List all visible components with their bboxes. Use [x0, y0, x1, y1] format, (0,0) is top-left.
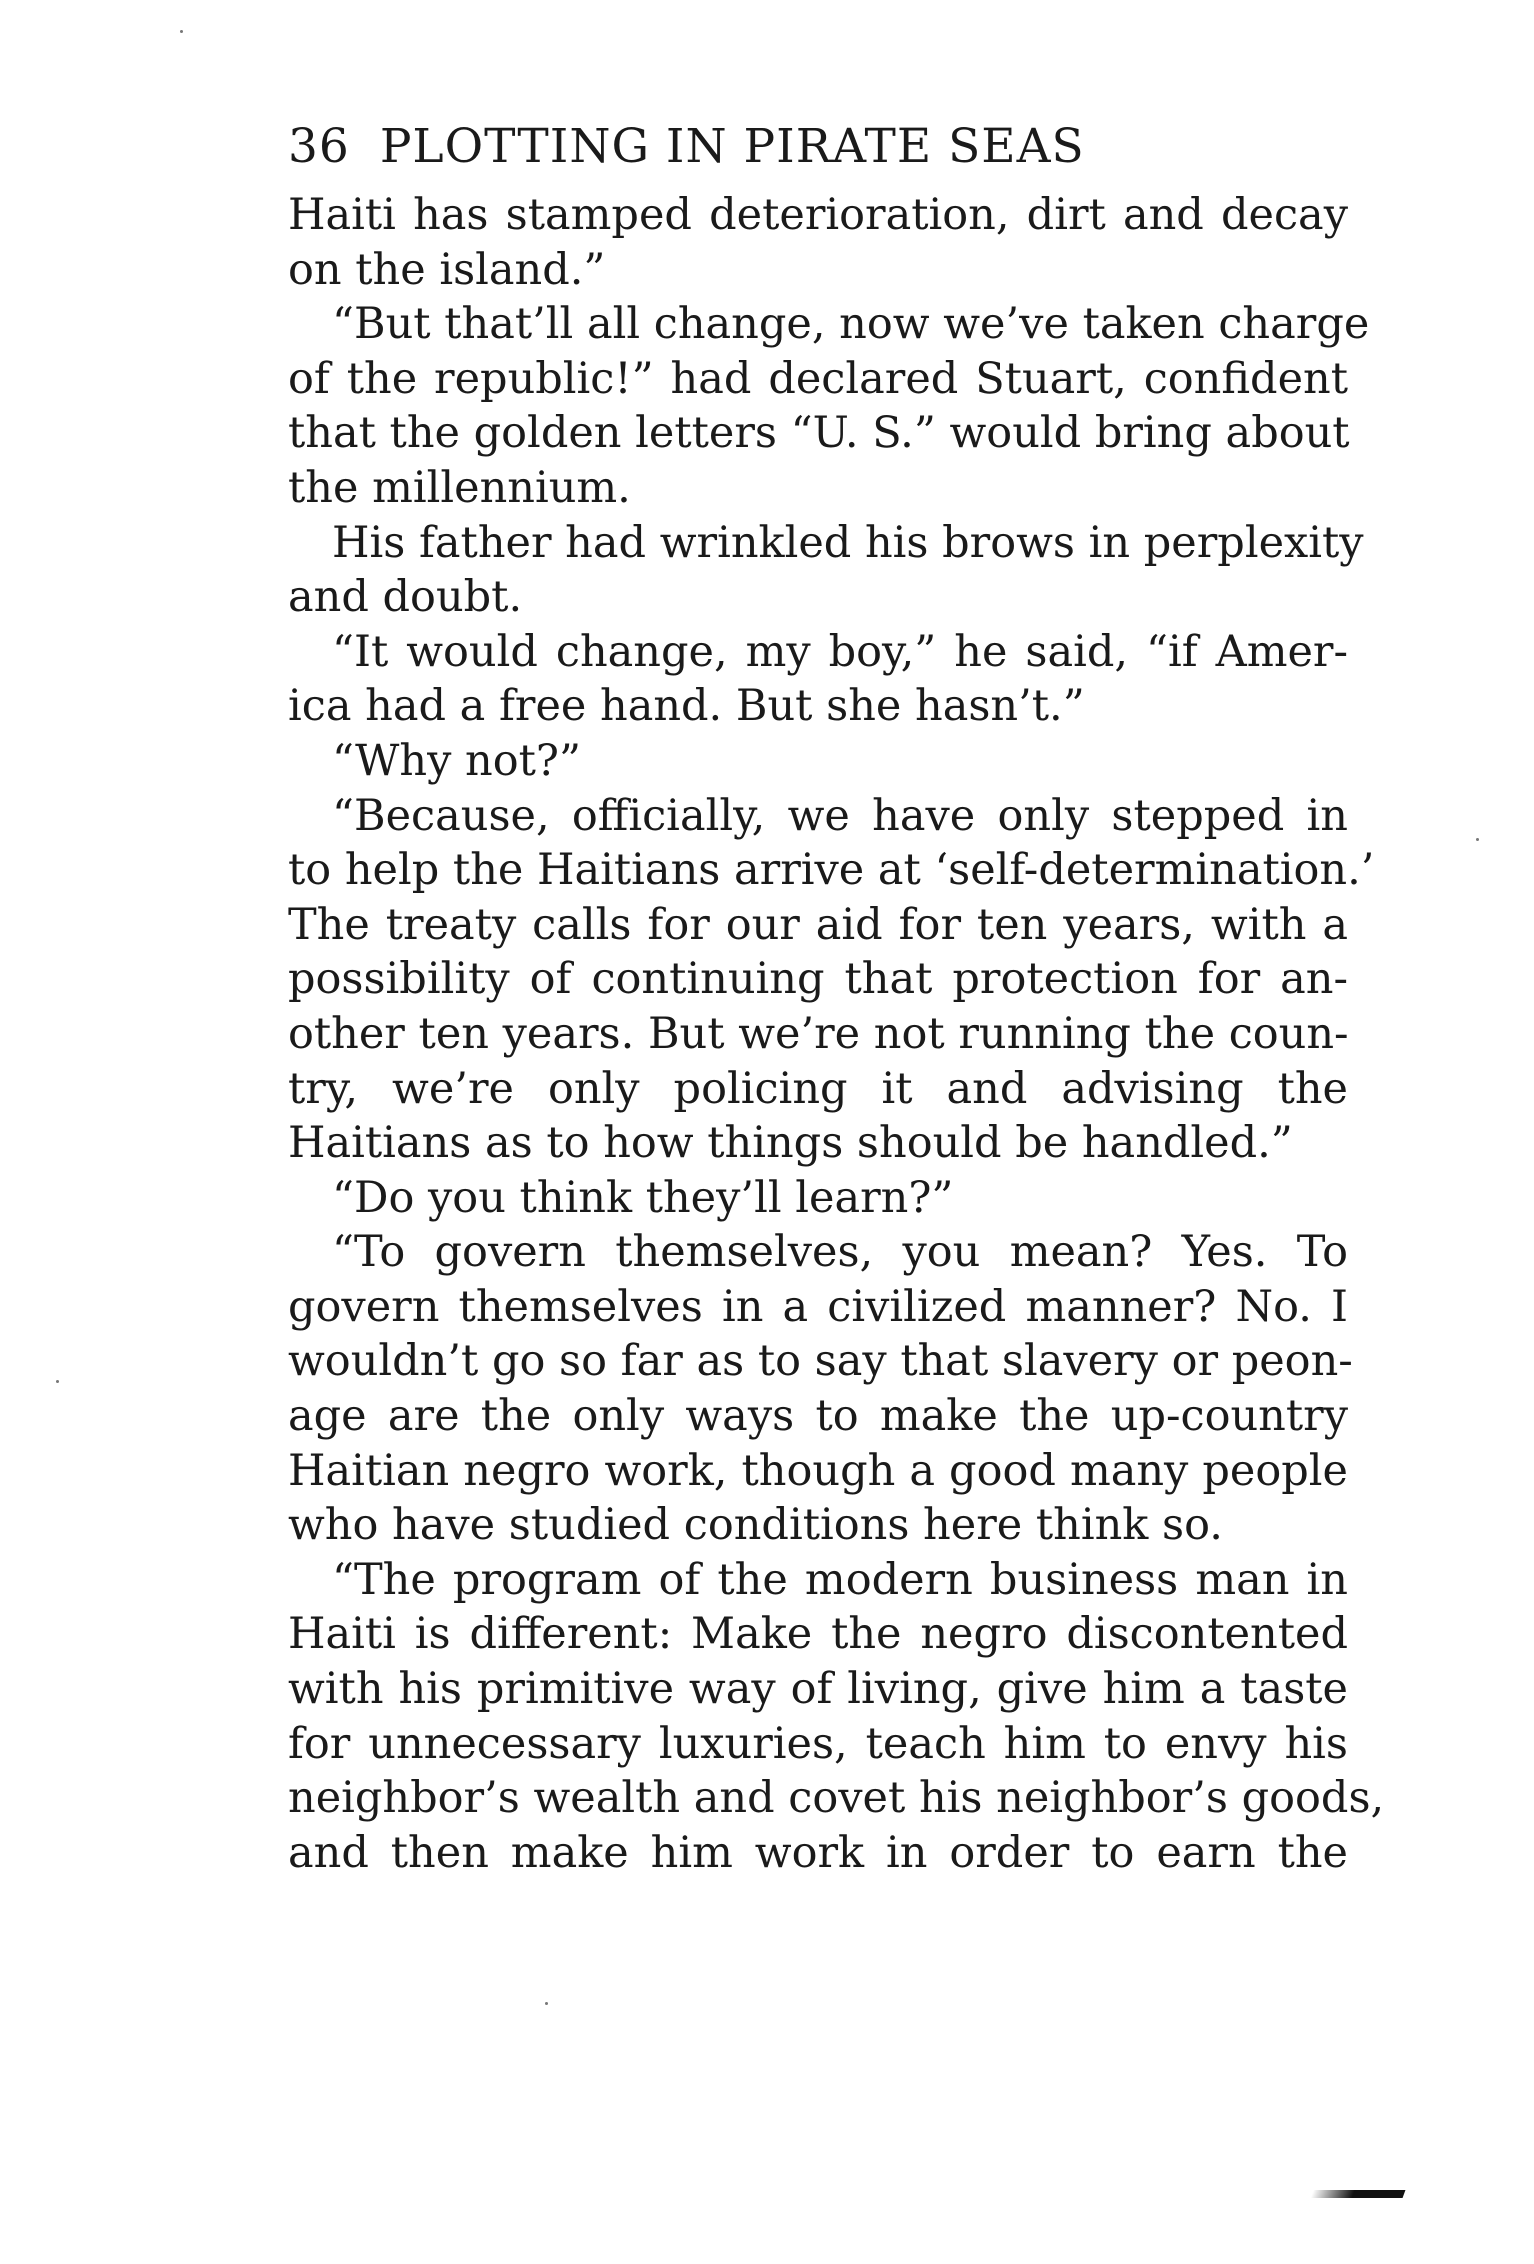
text-line: who have studied conditions here think so.	[288, 1500, 1223, 1551]
text-line: of the republic!” had declared Stuart, confident	[288, 353, 1348, 404]
text-line: Haitians as to how things should be handled.”	[288, 1118, 1293, 1169]
text-line: wouldn’t go so far as to say that slavery or peon-	[288, 1336, 1353, 1387]
text-line: on the island.”	[288, 244, 606, 295]
text-line: the millennium.	[288, 462, 631, 513]
scan-speck	[1476, 838, 1479, 841]
text-line: that the golden letters “U. S.” would bring about	[288, 408, 1350, 459]
text-line: neighbor’s wealth and covet his neighbor’s goods,	[288, 1773, 1385, 1824]
text-line: Haitian negro work, though a good many people	[288, 1445, 1348, 1496]
ink-stroke-mark	[1311, 2190, 1406, 2198]
running-header	[288, 112, 1348, 182]
text-line: try, we’re only policing it and advising the	[288, 1063, 1348, 1114]
text-line: “But that’ll all change, now we’ve taken charge	[332, 299, 1370, 350]
text-line: His father had wrinkled his brows in perplexity	[332, 517, 1364, 568]
text-line: “To govern themselves, you mean? Yes. To	[332, 1227, 1348, 1278]
text-line: Haiti is different: Make the negro discontented	[288, 1609, 1348, 1660]
text-line: govern themselves in a civilized manner? No. I	[288, 1281, 1348, 1332]
text-line: “Because, officially, we have only stepped in	[332, 790, 1348, 841]
text-line: ica had a free hand. But she hasn’t.”	[288, 681, 1085, 732]
text-line: “It would change, my boy,” he said, “if Amer-	[332, 626, 1348, 677]
scan-speck	[180, 30, 183, 33]
text-line: age are the only ways to make the up-country	[288, 1391, 1348, 1442]
scan-speck	[56, 1380, 59, 1383]
text-line: “Do you think they’ll learn?”	[332, 1172, 954, 1223]
text-line: other ten years. But we’re not running the coun-	[288, 1008, 1349, 1059]
running-title: PLOTTING IN PIRATE SEAS	[379, 119, 1085, 174]
text-line: to help the Haitians arrive at ‘self-determination.’	[288, 845, 1375, 896]
text-line: “The program of the modern business man in	[332, 1554, 1348, 1605]
page-number: 36	[288, 119, 350, 174]
text-line: and then make him work in order to earn the	[288, 1827, 1348, 1878]
text-line: and doubt.	[288, 572, 523, 623]
text-line: for unnecessary luxuries, teach him to envy his	[288, 1718, 1348, 1769]
scan-speck	[545, 2002, 548, 2005]
text-line: possibility of continuing that protection for an-	[288, 954, 1348, 1005]
text-line: The treaty calls for our aid for ten years, with a	[288, 899, 1348, 950]
text-line: “Why not?”	[332, 735, 581, 786]
text-line: with his primitive way of living, give him a taste	[288, 1664, 1348, 1715]
body-text	[288, 188, 1385, 1880]
text-line: Haiti has stamped deterioration, dirt and decay	[288, 190, 1348, 240]
